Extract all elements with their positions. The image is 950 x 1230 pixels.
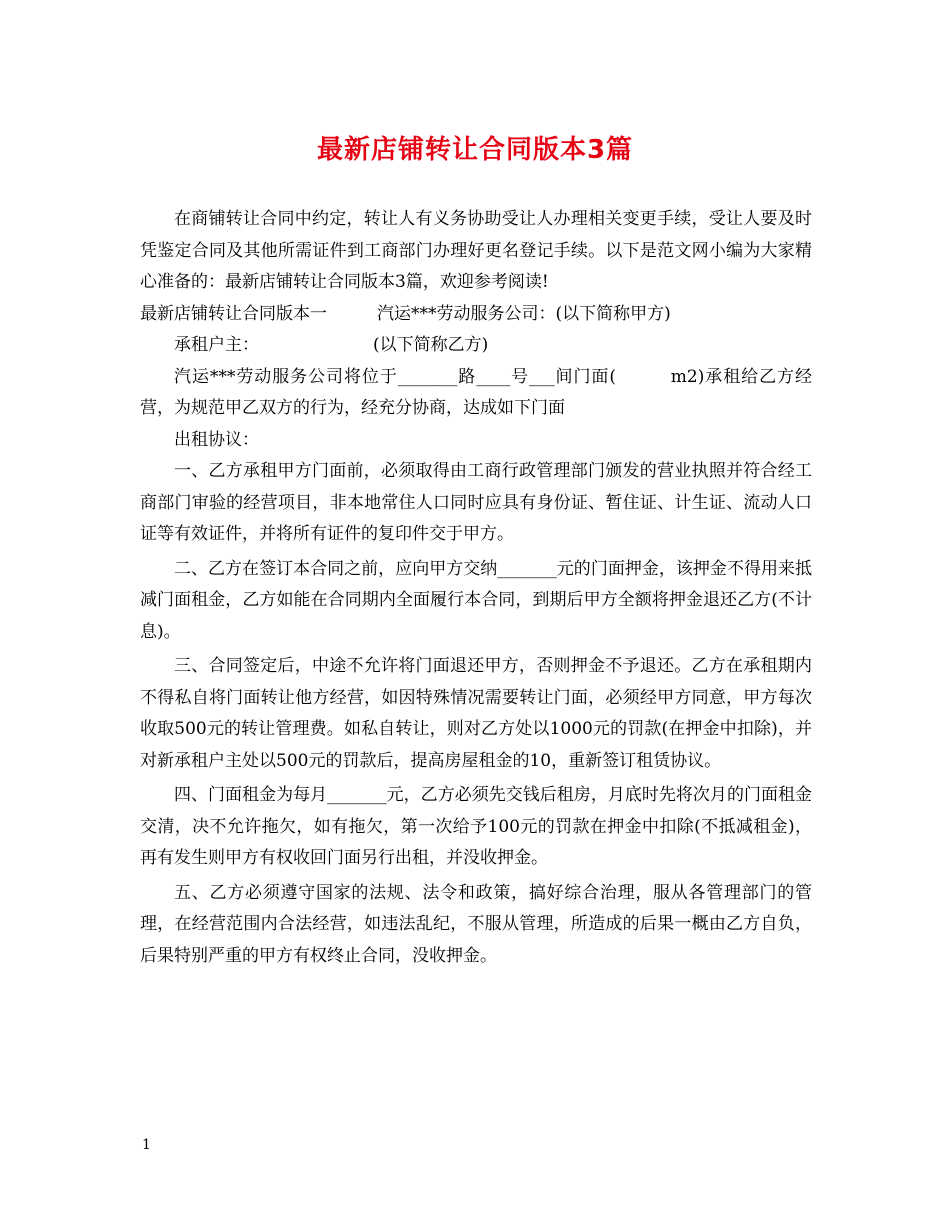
- party-a-line: 汽运***劳动服务公司：(以下简称甲方): [377, 303, 671, 324]
- page-number: 1: [142, 1137, 151, 1153]
- document-body: [140, 204, 812, 972]
- party-b-line: (以下简称乙方): [373, 335, 489, 355]
- clause-3: 三、合同签定后，中途不允许将门面退还甲方，否则押金不予退还。乙方在承租期内不得私自将门面转让他方经营，如因特殊情况需要转让门面，必须经甲方同意，甲方每次收取500元的转让管理费。如私自转让，则对乙方处以1000元的罚款(在押金中扣除)，并对新承租户主处以500元的罚款后，提高房屋租金的10，重新签订租赁协议。: [140, 656, 812, 771]
- version-heading-line: [140, 299, 812, 331]
- preamble-paragraph: 汽运***劳动服务公司将位于_______路____号___间门面( m2)承租给乙方经营，为规范甲乙双方的行为，经充分协商，达成如下门面: [140, 366, 812, 418]
- clause-1: 一、乙方承租甲方门面前，必须取得由工商行政管理部门颁发的营业执照并符合经工商部门审验的经营项目，非本地常住人口同时应具有身份证、暂住证、计生证、流动人口证等有效证件，并将所有证件的复印件交于甲方。: [140, 461, 812, 544]
- version-heading: 最新店铺转让合同版本一: [140, 303, 327, 324]
- agreement-label: 出租协议：: [174, 429, 259, 450]
- lessee-label: 承租户主：: [174, 335, 259, 355]
- clause-4: 四、门面租金为每月_______元，乙方必须先交钱后租房，月底时先将次月的门面租金交清，决不允许拖欠，如有拖欠，第一次给予100元的罚款在押金中扣除(不抵减租金)，再有发生则甲方有权收回门面另行出租，并没收押金。: [140, 785, 812, 868]
- lessee-line: [140, 330, 812, 362]
- clause-2: 二、乙方在签订本合同之前，应向甲方交纳_______元的门面押金，该押金不得用来抵减门面租金，乙方如能在合同期内全面履行本合同，到期后甲方全额将押金退还乙方(不计息)。: [140, 558, 812, 642]
- document-title: 最新店铺转让合同版本3篇: [316, 135, 634, 165]
- clause-5: 五、乙方必须遵守国家的法规、法令和政策，搞好综合治理，服从各管理部门的管理，在经营范围内合法经营，如违法乱纪，不服从管理，所造成的后果一概由乙方自负，后果特别严重的甲方有权终止合同，没收押金。: [140, 882, 812, 966]
- intro-paragraph: 在商铺转让合同中约定，转让人有义务协助受让人办理相关变更手续，受让人要及时凭鉴定合同及其他所需证件到工商部门办理好更名登记手续。以下是范文网小编为大家精心准备的：最新店铺转让合同版本3篇，欢迎参考阅读!: [140, 209, 812, 292]
